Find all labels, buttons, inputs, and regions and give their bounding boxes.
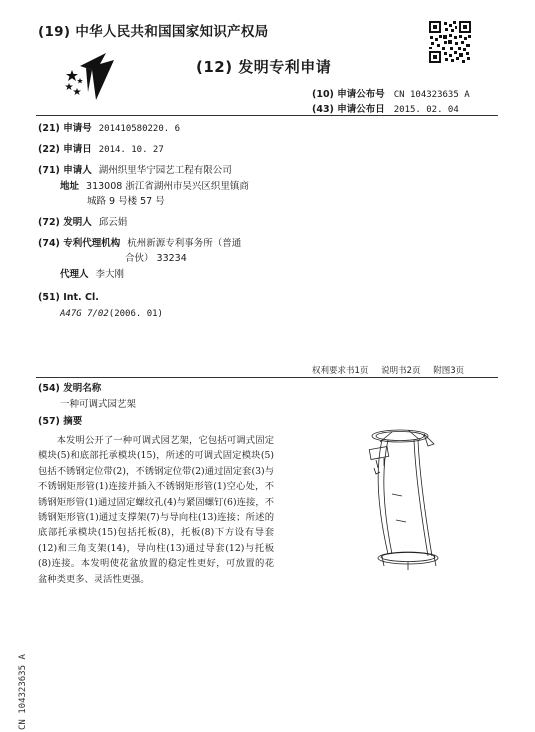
publication-number-label: (10) 申请公布号 xyxy=(312,89,385,100)
abstract-label-text: (57) 摘要 xyxy=(38,416,83,427)
header-divider xyxy=(36,115,498,116)
int-cl-label xyxy=(38,292,99,304)
applicant-label: (71) 申请人 xyxy=(38,165,92,176)
invention-title: 一种可调式园艺架 xyxy=(60,399,137,410)
address-line-1: 313008 浙江省湖州市吴兴区织里镇商 xyxy=(86,181,249,192)
agency-line-2: 合伙） 33234 xyxy=(125,253,187,264)
application-number-label: (21) 申请号 xyxy=(38,123,92,134)
filing-date-label: (22) 申请日 xyxy=(38,144,92,155)
address-row xyxy=(60,181,249,193)
agent-name: 李大刚 xyxy=(95,269,125,280)
int-cl-code: A47G 7/02 xyxy=(60,309,109,319)
page-counts xyxy=(312,364,464,376)
int-cl-version: (2006. 01) xyxy=(108,309,163,319)
office-logo-icon xyxy=(62,48,122,103)
qr-code-icon xyxy=(428,20,472,64)
publication-date-label: (43) 申请公布日 xyxy=(312,104,385,115)
filing-date-row xyxy=(38,144,164,156)
title-label-text: (54) 发明名称 xyxy=(38,383,102,394)
publication-number: CN 104323635 A xyxy=(393,90,470,100)
pages-divider xyxy=(36,377,498,378)
title-label xyxy=(38,383,101,395)
claims-pages: 权利要求书1页 xyxy=(312,366,369,376)
inventor-row xyxy=(38,217,127,229)
abstract-text: 本发明公开了一种可调式园艺架，它包括可调式固定模块(5)和底部托承模块(15)，所述的可调式固定模块(5)包括不锈钢定位带(2)，不锈钢定位带(2)通过固定套(3)与不锈钢矩形管(1)连接并插入不锈钢矩形管(1)空心处，不锈钢矩形管(1)通过固定螺纹孔(4)与紧固螺钉(6)连接，不锈钢矩形管(1)通过支撑架(7)与导向柱(13)连接；所述的底部托承模块(15)包括托板(8)，托板(8)下方设有导套(12)和三角支架(14)，导向柱(13)通过导套(12)与托板(8)连接。本发明使花盆放置的稳定性更好，可放置的花盆种类更多、灵活性更强。 xyxy=(38,435,274,585)
office-name: (19) 中华人民共和国国家知识产权局 xyxy=(38,24,269,40)
application-number: 201410580220. 6 xyxy=(98,124,181,134)
inventor-name: 邱云娟 xyxy=(98,217,128,228)
int-cl-row xyxy=(60,308,163,320)
int-cl-label-text: (51) Int. Cl. xyxy=(38,292,99,303)
agency-label: (74) 专利代理机构 xyxy=(38,238,121,249)
publication-date-row xyxy=(312,101,459,115)
garden-stand-drawing xyxy=(362,424,444,572)
side-publication-number: CN 104323635 A xyxy=(18,654,28,730)
description-pages: 说明书2页 xyxy=(381,366,421,376)
inventor-label: (72) 发明人 xyxy=(38,217,92,228)
abstract-label xyxy=(38,416,82,428)
publication-number-row xyxy=(312,86,470,100)
document-type: (12) 发明专利申请 xyxy=(196,58,332,76)
agency-row xyxy=(38,238,241,250)
application-number-row xyxy=(38,123,180,135)
agent-label: 代理人 xyxy=(60,269,89,280)
applicant-name: 湖州织里华宁园艺工程有限公司 xyxy=(98,165,232,176)
agent-row xyxy=(60,269,124,281)
applicant-row xyxy=(38,165,232,177)
agency-name: 杭州新源专利事务所（普通 xyxy=(127,238,242,249)
filing-date: 2014. 10. 27 xyxy=(98,145,164,155)
drawings-pages: 附图3页 xyxy=(433,366,465,376)
address-line-2: 城路 9 号楼 57 号 xyxy=(87,196,165,207)
publication-date: 2015. 02. 04 xyxy=(393,105,459,115)
address-label: 地址 xyxy=(60,181,80,192)
